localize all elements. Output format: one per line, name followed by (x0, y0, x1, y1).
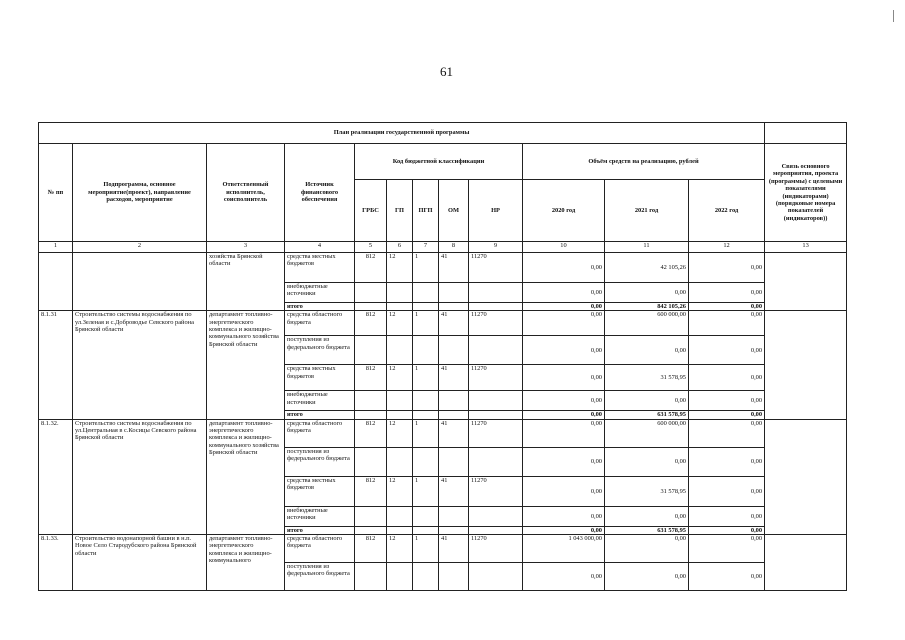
amount-2021: 0,00 (605, 563, 689, 591)
row-id: 8.1.32. (39, 419, 73, 534)
amount-2021: 0,00 (605, 506, 689, 526)
code-pgp: 1 (413, 535, 439, 563)
code-om: 41 (439, 311, 469, 336)
code-gp: 12 (387, 535, 413, 563)
amount-2020: 0,00 (523, 303, 605, 311)
amount-2020: 0,00 (523, 526, 605, 534)
code-gp: 12 (387, 476, 413, 506)
row-id-cell (39, 253, 73, 311)
code-grbs: 812 (355, 311, 387, 336)
col-number: 9 (469, 242, 523, 253)
amount-2021: 0,00 (605, 336, 689, 365)
row-id: 8.1.31 (39, 311, 73, 419)
row-responsible: хозяйства Брянской области (207, 253, 285, 311)
code-nr: 11270 (469, 365, 523, 391)
code-grbs: 812 (355, 419, 387, 447)
source-local: средства местных бюджетов (285, 476, 355, 506)
code-gp: 12 (387, 253, 413, 283)
header-2020: 2020 год (523, 180, 605, 242)
source-extra: внебюджетные источники (285, 506, 355, 526)
amount-2022: 0,00 (689, 283, 765, 303)
amount-2022: 0,00 (689, 535, 765, 563)
amount-2021: 842 105,26 (605, 303, 689, 311)
code-om: 41 (439, 253, 469, 283)
code-grbs: 812 (355, 535, 387, 563)
code-pgp: 1 (413, 311, 439, 336)
code-om: 41 (439, 419, 469, 447)
code-grbs: 812 (355, 253, 387, 283)
header-volume: Объём средств на реализацию, рублей (523, 144, 765, 180)
amount-2021: 0,00 (605, 535, 689, 563)
amount-2022: 0,00 (689, 563, 765, 591)
header-om: ОМ (439, 180, 469, 242)
code-nr: 11270 (469, 535, 523, 563)
amount-2022: 0,00 (689, 526, 765, 534)
amount-2020: 0,00 (523, 336, 605, 365)
header-gp: ГП (387, 180, 413, 242)
link-cell (765, 311, 847, 419)
amount-2021: 631 578,95 (605, 526, 689, 534)
code-grbs: 812 (355, 365, 387, 391)
amount-2020: 0,00 (523, 365, 605, 391)
amount-2020: 0,00 (523, 419, 605, 447)
code-pgp: 1 (413, 253, 439, 283)
amount-2022: 0,00 (689, 253, 765, 283)
col-number: 3 (207, 242, 285, 253)
amount-2022: 0,00 (689, 365, 765, 391)
amount-2020: 0,00 (523, 411, 605, 419)
amount-2020: 0,00 (523, 476, 605, 506)
col-number: 12 (689, 242, 765, 253)
col-number: 13 (765, 242, 847, 253)
col-number: 6 (387, 242, 413, 253)
header-bcc: Код бюджетной классификации (355, 144, 523, 180)
amount-2021: 600 000,00 (605, 311, 689, 336)
amount-2022: 0,00 (689, 447, 765, 476)
amount-2020: 0,00 (523, 311, 605, 336)
source-local: средства местных бюджетов (285, 253, 355, 283)
table-row (39, 253, 847, 283)
header-link: Связь основного мероприятия, проекта (программы) с целевыми показателями (индикаторами) (порядковые номера показателей (индикаторов)) (765, 144, 847, 242)
amount-2020: 0,00 (523, 447, 605, 476)
code-gp: 12 (387, 419, 413, 447)
header-source: Источник финансового обеспечения (285, 144, 355, 242)
header-blank-cell (765, 123, 847, 144)
code-pgp: 1 (413, 476, 439, 506)
row-name: Строительство системы водоснабжения по ул.Центральная в с.Косицы Севского района Брянской области (73, 419, 207, 534)
source-extra: внебюджетные источники (285, 283, 355, 303)
amount-2022: 0,00 (689, 506, 765, 526)
code-nr: 11270 (469, 253, 523, 283)
row-responsible: департамент топливно-энергетического комплекса и жилищно-коммунального хозяйства Брянской области (207, 419, 285, 534)
amount-2021: 0,00 (605, 283, 689, 303)
col-number: 8 (439, 242, 469, 253)
link-cell (765, 253, 847, 311)
header-2022: 2022 год (689, 180, 765, 242)
code-nr: 11270 (469, 311, 523, 336)
amount-2022: 0,00 (689, 336, 765, 365)
amount-2021: 0,00 (605, 447, 689, 476)
code-om: 41 (439, 535, 469, 563)
amount-2020: 0,00 (523, 563, 605, 591)
row-id: 8.1.33. (39, 535, 73, 591)
table-row (39, 311, 847, 336)
col-number: 4 (285, 242, 355, 253)
column-numbers-row (39, 242, 847, 253)
table-title: План реализации государственной программы (39, 123, 765, 144)
amount-2022: 0,00 (689, 419, 765, 447)
amount-2020: 1 043 000,00 (523, 535, 605, 563)
code-om: 41 (439, 365, 469, 391)
header-subprogram: Подпрограмма, основное мероприятие(проект), направление расходов, мероприятие (73, 144, 207, 242)
code-nr: 11270 (469, 476, 523, 506)
source-total: итого (285, 303, 355, 311)
row-responsible: департамент топливно-энергетического комплекса и жилищно-коммунального хозяйства Брянской области (207, 311, 285, 419)
amount-2022: 0,00 (689, 303, 765, 311)
code-pgp: 1 (413, 419, 439, 447)
link-cell (765, 419, 847, 534)
amount-2020: 0,00 (523, 391, 605, 411)
header-grbs: ГРБС (355, 180, 387, 242)
code-om: 41 (439, 476, 469, 506)
code-nr: 11270 (469, 419, 523, 447)
page-number: 61 (440, 64, 453, 79)
code-gp: 12 (387, 365, 413, 391)
code-gp: 12 (387, 311, 413, 336)
source-total: итого (285, 411, 355, 419)
amount-2021: 0,00 (605, 391, 689, 411)
col-number: 11 (605, 242, 689, 253)
code-pgp: 1 (413, 365, 439, 391)
table-row (39, 535, 847, 563)
row-responsible: департамент топливно-энергетического комплекса и жилищно-коммунального (207, 535, 285, 591)
source-local: средства местных бюджетов (285, 365, 355, 391)
amount-2021: 631 578,95 (605, 411, 689, 419)
amount-2021: 31 578,95 (605, 476, 689, 506)
amount-2022: 0,00 (689, 311, 765, 336)
amount-2021: 42 105,26 (605, 253, 689, 283)
amount-2021: 600 000,00 (605, 419, 689, 447)
source-total: итого (285, 526, 355, 534)
source-regional: средства областного бюджета (285, 311, 355, 336)
row-name: Строительство системы водоснабжения по ул.Зеленая и с.Доброводье Севского района Брянской области (73, 311, 207, 419)
source-regional: средства областного бюджета (285, 535, 355, 563)
plan-table (38, 122, 847, 591)
header-responsible: Ответственный исполнитель, соисполнитель (207, 144, 285, 242)
amount-2020: 0,00 (523, 253, 605, 283)
source-federal: поступления из федерального бюджета (285, 336, 355, 365)
amount-2022: 0,00 (689, 411, 765, 419)
header-pgp: ПГП (413, 180, 439, 242)
amount-2022: 0,00 (689, 476, 765, 506)
amount-2021: 31 578,95 (605, 365, 689, 391)
source-extra: внебюджетные источники (285, 391, 355, 411)
header-nr: НР (469, 180, 523, 242)
row-name-cell (73, 253, 207, 311)
amount-2020: 0,00 (523, 506, 605, 526)
header-2021: 2021 год (605, 180, 689, 242)
header-num: № пп (39, 144, 73, 242)
link-cell (765, 535, 847, 591)
source-regional: средства областного бюджета (285, 419, 355, 447)
col-number: 2 (73, 242, 207, 253)
col-number: 1 (39, 242, 73, 253)
table-row (39, 419, 847, 447)
source-federal: поступления из федерального бюджета (285, 563, 355, 591)
amount-2020: 0,00 (523, 283, 605, 303)
row-name: Строительство водонапорной башни в н.п. Новое Село Стародубского района Брянской области (73, 535, 207, 591)
amount-2022: 0,00 (689, 391, 765, 411)
col-number: 7 (413, 242, 439, 253)
scan-edge-mark (893, 10, 894, 22)
col-number: 10 (523, 242, 605, 253)
source-federal: поступления из федерального бюджета (285, 447, 355, 476)
col-number: 5 (355, 242, 387, 253)
code-grbs: 812 (355, 476, 387, 506)
